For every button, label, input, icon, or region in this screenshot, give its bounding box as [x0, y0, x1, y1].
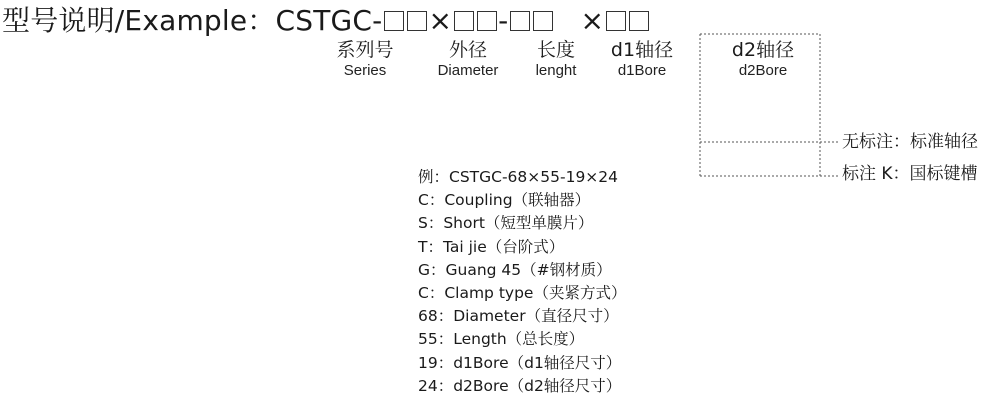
list-item: 24：d2Bore（d2轴径尺寸） [418, 376, 622, 395]
list-item: 例：CSTGC-68×55-19×24 [418, 168, 619, 186]
title-dash: - [498, 4, 509, 37]
label-diameter-cn: 外径 [448, 39, 487, 61]
label-series-en: Series [343, 62, 387, 79]
label-d1-en: d1Bore [617, 62, 667, 79]
list-item: 68：Diameter（直径尺寸） [418, 307, 619, 326]
label-d1-cn: d1轴径 [610, 39, 674, 61]
list-item: 55：Length（总长度） [418, 330, 585, 349]
label-length-cn: 长度 [536, 39, 575, 61]
note-standard-bore: 无标注：标准轴径 [842, 132, 978, 152]
title-times: × [428, 4, 453, 37]
label-series-cn: 系列号 [336, 39, 394, 61]
title-prefix: 型号说明/Example：CSTGC- [2, 4, 383, 37]
list-item: T：Tai jie（台阶式） [418, 237, 565, 256]
label-d2-en: d2Bore [738, 62, 788, 79]
list-item: S：Short（短型单膜片） [418, 214, 594, 233]
list-item: C：Coupling（联轴器） [418, 191, 591, 210]
note-keyway: 标注 K：国标键槽 [842, 164, 978, 184]
list-item: G：Guang 45（#钢材质） [418, 260, 612, 279]
list-item: C：Clamp type（夹紧方式） [418, 284, 627, 303]
label-diameter-en: Diameter [437, 62, 499, 79]
label-d2-cn: d2轴径 [731, 39, 795, 61]
title-times: × [580, 4, 605, 37]
label-length-en: lenght [535, 62, 577, 79]
list-item: 19：d1Bore（d1轴径尺寸） [418, 353, 622, 372]
example-list [418, 166, 626, 398]
